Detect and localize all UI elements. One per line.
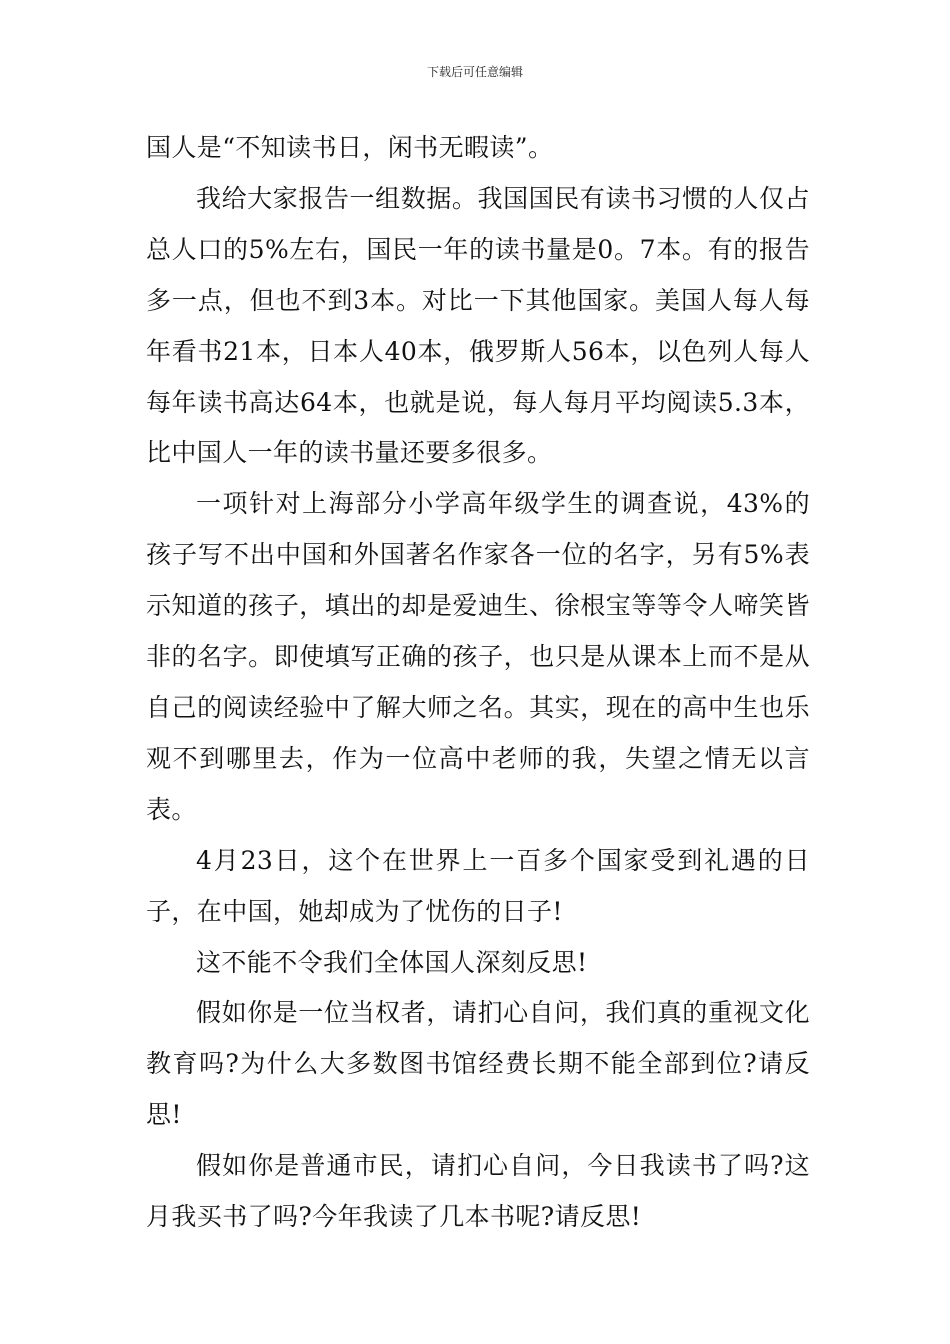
body-text — [146, 123, 810, 1243]
paragraph: 国人是“不知读书日，闲书无暇读”。 — [146, 133, 554, 162]
page-header: 下载后可任意编辑 — [426, 65, 523, 79]
paragraph: 一项针对上海部分小学高年级学生的调查说，43%的孩子写不出中国和外国著名作家各一位的名字，另有5%表示知道的孩子，填出的却是爱迪生、徐根宝等等令人啼笑皆非的名字。即使填写正确的孩子，也只是从课本上而不是从自己的阅读经验中了解大师之名。其实，现在的高中生也乐观不到哪里去，作为一位高中老师的我，失望之情无以言表。 — [146, 489, 810, 824]
paragraph: 这不能不令我们全体国人深刻反思! — [196, 947, 588, 977]
paragraph: 假如你是一位当权者，请扪心自问，我们真的重视文化教育吗?为什么大多数图书馆经费长期不能全部到位?请反思! — [146, 998, 810, 1130]
paragraph: 4月23日，这个在世界上一百多个国家受到礼遇的日子，在中国，她却成为了忧伤的日子! — [146, 845, 810, 926]
paragraph: 我给大家报告一组数据。我国国民有读书习惯的人仅占总人口的5%左右，国民一年的读书量是0。7本。有的报告多一点，但也不到3本。对比一下其他国家。美国人每人每年看书21本，日本人40本，俄罗斯人56本，以色列人每人每年读书高达64本，也就是说，每人每月平均阅读5.3本，比中国人一年的读书量还要多很多。 — [146, 183, 810, 468]
paragraph: 假如你是普通市民，请扪心自问，今日我读书了吗?这月我买书了吗?今年我读了几本书呢?请反思! — [146, 1151, 810, 1232]
